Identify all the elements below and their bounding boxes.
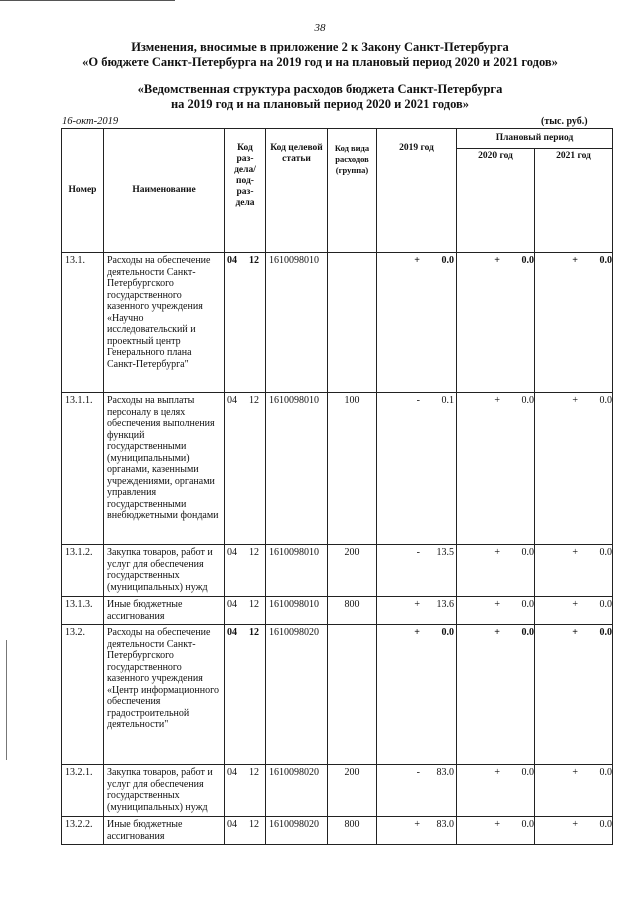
row-section: 04 (227, 255, 237, 266)
row-section: 04 (227, 395, 237, 406)
amount-2021-value: 0.0 (599, 627, 612, 638)
row-number: 13.1.2. (62, 545, 104, 597)
row-section-code (225, 765, 266, 817)
amount-2020-value: 0.0 (521, 767, 534, 778)
amount-2021-sign: + (572, 547, 578, 558)
row-kind-code (328, 625, 377, 765)
amount-2021-sign: + (572, 255, 578, 266)
amount-2020-value: 0.0 (521, 819, 534, 830)
amount-2019 (377, 625, 457, 765)
row-section-code (225, 253, 266, 393)
amount-2021-value: 0.0 (599, 767, 612, 778)
header-number: Номер (62, 129, 104, 253)
amount-2019-sign: - (416, 547, 420, 558)
amount-2021 (535, 393, 613, 545)
amount-2021-sign: + (572, 767, 578, 778)
row-section: 04 (227, 819, 237, 830)
row-section: 04 (227, 599, 237, 610)
row-name: Расходы на обеспечение деятельности Санкт-Петербургского государственного казенного учреждения «Научно исследовательский и проектный центр Генерального плана Санкт-Петербурга" (104, 253, 225, 393)
amount-2019-sign: + (414, 255, 420, 266)
row-subsection: 12 (249, 599, 259, 610)
row-name: Иные бюджетные ассигнования (104, 817, 225, 845)
amount-2021 (535, 817, 613, 845)
amount-2019-value: 83.0 (436, 819, 454, 830)
table-row (62, 597, 613, 625)
row-section-code (225, 393, 266, 545)
table-row (62, 625, 613, 765)
row-section-code (225, 817, 266, 845)
amount-2021-sign: + (572, 599, 578, 610)
amount-2019-sign: + (414, 627, 420, 638)
row-subsection: 12 (249, 547, 259, 558)
amount-2021-sign: + (572, 627, 578, 638)
row-target-code: 1610098020 (266, 817, 328, 845)
budget-table (61, 128, 613, 845)
amount-2020-value: 0.0 (521, 547, 534, 558)
amount-2019-value: 0.0 (441, 627, 454, 638)
amount-2021 (535, 625, 613, 765)
amount-2020-value: 0.0 (521, 255, 534, 266)
header-target-code: Код целевой статьи (266, 129, 328, 253)
row-section: 04 (227, 547, 237, 558)
row-subsection: 12 (249, 627, 259, 638)
amount-2019 (377, 765, 457, 817)
amount-2019-value: 13.5 (436, 547, 454, 558)
amount-2020 (457, 597, 535, 625)
row-target-code: 1610098010 (266, 545, 328, 597)
amount-2020-sign: + (494, 819, 500, 830)
amount-2019 (377, 253, 457, 393)
row-kind-code (328, 253, 377, 393)
header-kind-code: Код вида расходов (группа) (328, 129, 377, 253)
amount-2019 (377, 393, 457, 545)
row-name: Расходы на выплаты персоналу в целях обеспечения выполнения функций государственными (муниципальными) органами, казенными учреждениями, органами управления государственными внебюджетными фондами (104, 393, 225, 545)
amount-2020-sign: + (494, 547, 500, 558)
row-section-code (225, 625, 266, 765)
row-target-code: 1610098010 (266, 393, 328, 545)
amount-2019-value: 0.0 (441, 255, 454, 266)
amount-2020-sign: + (494, 255, 500, 266)
amount-2019-value: 83.0 (436, 767, 454, 778)
document-subtitle (0, 82, 640, 112)
table-row (62, 545, 613, 597)
header-name: Наименование (104, 129, 225, 253)
table-row (62, 253, 613, 393)
row-number: 13.1.3. (62, 597, 104, 625)
amount-2019-sign: + (414, 819, 420, 830)
document-date: 16-окт-2019 (62, 116, 119, 127)
row-subsection: 12 (249, 395, 259, 406)
header-2020: 2020 год (457, 149, 535, 253)
amount-2020 (457, 817, 535, 845)
row-kind-code: 100 (328, 393, 377, 545)
amount-2020 (457, 625, 535, 765)
amount-2020-value: 0.0 (521, 599, 534, 610)
amount-2021-sign: + (572, 395, 578, 406)
amount-2020 (457, 393, 535, 545)
amount-2020-value: 0.0 (521, 395, 534, 406)
margin-mark (6, 640, 7, 760)
row-name: Расходы на обеспечение деятельности Санкт-Петербургского государственного казенного учреждения «Центр информационного обеспечения градостроительной деятельности" (104, 625, 225, 765)
top-edge-line (0, 0, 175, 1)
row-number: 13.1. (62, 253, 104, 393)
amount-2019-value: 0.1 (441, 395, 454, 406)
row-subsection: 12 (249, 767, 259, 778)
amount-2020-sign: + (494, 395, 500, 406)
amount-2019 (377, 597, 457, 625)
amount-2021 (535, 545, 613, 597)
row-section: 04 (227, 627, 237, 638)
amount-2020 (457, 765, 535, 817)
amount-2021-sign: + (572, 819, 578, 830)
row-target-code: 1610098020 (266, 765, 328, 817)
table-row (62, 765, 613, 817)
title-line-1: Изменения, вносимые в приложение 2 к Закону Санкт-Петербурга (131, 40, 509, 54)
amount-2019-sign: - (416, 767, 420, 778)
row-name: Иные бюджетные ассигнования (104, 597, 225, 625)
header-2021: 2021 год (535, 149, 613, 253)
row-target-code: 1610098010 (266, 597, 328, 625)
row-kind-code: 800 (328, 597, 377, 625)
amount-2019-sign: - (416, 395, 420, 406)
amount-2019-value: 13.6 (436, 599, 454, 610)
amount-2021 (535, 597, 613, 625)
page-number: 38 (314, 22, 326, 34)
row-number: 13.2.2. (62, 817, 104, 845)
row-section-code (225, 597, 266, 625)
amount-2021 (535, 253, 613, 393)
row-subsection: 12 (249, 255, 259, 266)
amount-2019-sign: + (414, 599, 420, 610)
table-body (62, 253, 613, 845)
row-target-code: 1610098010 (266, 253, 328, 393)
row-section: 04 (227, 767, 237, 778)
amount-2021-value: 0.0 (599, 255, 612, 266)
amount-2020-sign: + (494, 599, 500, 610)
row-name: Закупка товаров, работ и услуг для обеспечения государственных (муниципальных) нужд (104, 545, 225, 597)
row-kind-code: 200 (328, 765, 377, 817)
header-planned-period: Плановый период (457, 129, 613, 149)
document-title (0, 40, 640, 70)
amount-2019 (377, 817, 457, 845)
row-subsection: 12 (249, 819, 259, 830)
header-2019: 2019 год (377, 129, 457, 253)
amount-2020 (457, 253, 535, 393)
amount-2021 (535, 765, 613, 817)
row-number: 13.1.1. (62, 393, 104, 545)
title-line-2: «О бюджете Санкт-Петербурга на 2019 год и на плановый период 2020 и 2021 годов» (82, 55, 558, 69)
amount-2020 (457, 545, 535, 597)
row-target-code: 1610098020 (266, 625, 328, 765)
amount-2021-value: 0.0 (599, 599, 612, 610)
amount-2020-value: 0.0 (521, 627, 534, 638)
amount-2019 (377, 545, 457, 597)
units-label: (тыс. руб.) (541, 116, 588, 127)
row-kind-code: 800 (328, 817, 377, 845)
table-row (62, 393, 613, 545)
row-number: 13.2. (62, 625, 104, 765)
row-kind-code: 200 (328, 545, 377, 597)
row-name: Закупка товаров, работ и услуг для обеспечения государственных (муниципальных) нужд (104, 765, 225, 817)
subtitle-line-1: «Ведомственная структура расходов бюджета Санкт-Петербурга (137, 82, 503, 96)
amount-2021-value: 0.0 (599, 547, 612, 558)
amount-2021-value: 0.0 (599, 395, 612, 406)
amount-2021-value: 0.0 (599, 819, 612, 830)
amount-2020-sign: + (494, 627, 500, 638)
subtitle-line-2: на 2019 год и на плановый период 2020 и 2021 годов» (170, 97, 470, 111)
row-section-code (225, 545, 266, 597)
row-number: 13.2.1. (62, 765, 104, 817)
table-row (62, 817, 613, 845)
header-section-code: Код раз-дела/ под-раз-дела (225, 129, 266, 253)
amount-2020-sign: + (494, 767, 500, 778)
